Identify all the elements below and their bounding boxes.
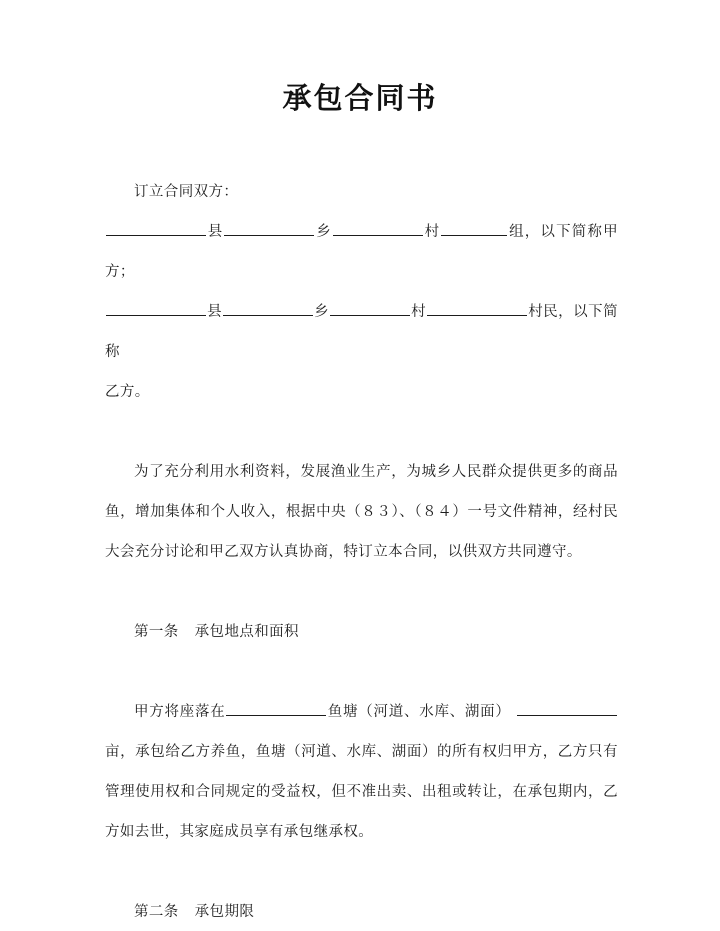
spacer-before-preamble <box>105 412 618 452</box>
party-b-village-blank[interactable] <box>330 300 410 316</box>
party-a-group-label: 组 <box>508 224 525 240</box>
party-b-township-label: 乡 <box>314 304 330 320</box>
party-a-tail: ，以下简称甲方； <box>105 224 618 280</box>
spacer-before-clause-1 <box>105 572 618 612</box>
party-b-township-blank[interactable] <box>223 300 313 316</box>
party-a-line <box>105 212 618 292</box>
clause-2-title: 承包期限 <box>194 904 255 920</box>
clause-1-area-blank[interactable] <box>517 700 617 716</box>
clause-1-body-part3: 亩，承包给乙方养鱼，鱼塘（河道、水库、湖面）的所有权归甲方，乙方只有管理使用权和合同规定的受益权，但不准出卖、出租或转让，在承包期内，乙方如去世，其家庭成员享有承包继承权。 <box>105 744 618 840</box>
party-a-county-blank[interactable] <box>106 220 206 236</box>
party-b-county-label: 县 <box>207 304 223 320</box>
document-body <box>105 172 618 931</box>
party-a-township-label: 乡 <box>315 224 332 240</box>
party-b-villager-label: 村民 <box>528 304 559 320</box>
party-b-continuation: 乙方。 <box>105 384 150 400</box>
clause-1-body-part2: 鱼塘（河道、水库、湖面） <box>327 704 511 720</box>
spacer-before-clause-2 <box>105 852 618 892</box>
party-a-township-blank[interactable] <box>224 220 314 236</box>
clause-1-number: 第一条 <box>134 624 179 640</box>
party-a-county-label: 县 <box>207 224 224 240</box>
parties-label: 订立合同双方： <box>134 184 239 200</box>
clause-1-pond-blank[interactable] <box>226 700 326 716</box>
document-title: 承包合同书 <box>282 81 438 115</box>
party-b-line <box>105 292 618 372</box>
party-a-group-blank[interactable] <box>441 220 507 236</box>
clause-1-heading <box>105 612 618 652</box>
clause-1-body <box>105 692 618 852</box>
clause-2-number: 第二条 <box>134 904 179 920</box>
party-a-village-blank[interactable] <box>333 220 423 236</box>
party-b-county-blank[interactable] <box>106 300 206 316</box>
party-b-village-label: 村 <box>411 304 427 320</box>
party-a-village-label: 村 <box>423 224 441 240</box>
spacer-before-clause-1-body <box>105 652 618 692</box>
preamble-paragraph: 为了充分利用水利资料，发展渔业生产，为城乡人民群众提供更多的商品鱼，增加集体和个人收入，根据中央（８３）、（８４）一号文件精神，经村民大会充分讨论和甲乙双方认真协商，特订立本合同，以供双方共同遵守。 <box>105 464 618 560</box>
clause-1-body-part1: 甲方将座落在 <box>134 704 226 720</box>
party-b-tail: ，以下简称 <box>105 304 618 360</box>
clause-1-title: 承包地点和面积 <box>194 624 299 640</box>
party-b-villager-blank[interactable] <box>427 300 527 316</box>
clause-2-heading <box>105 892 618 931</box>
